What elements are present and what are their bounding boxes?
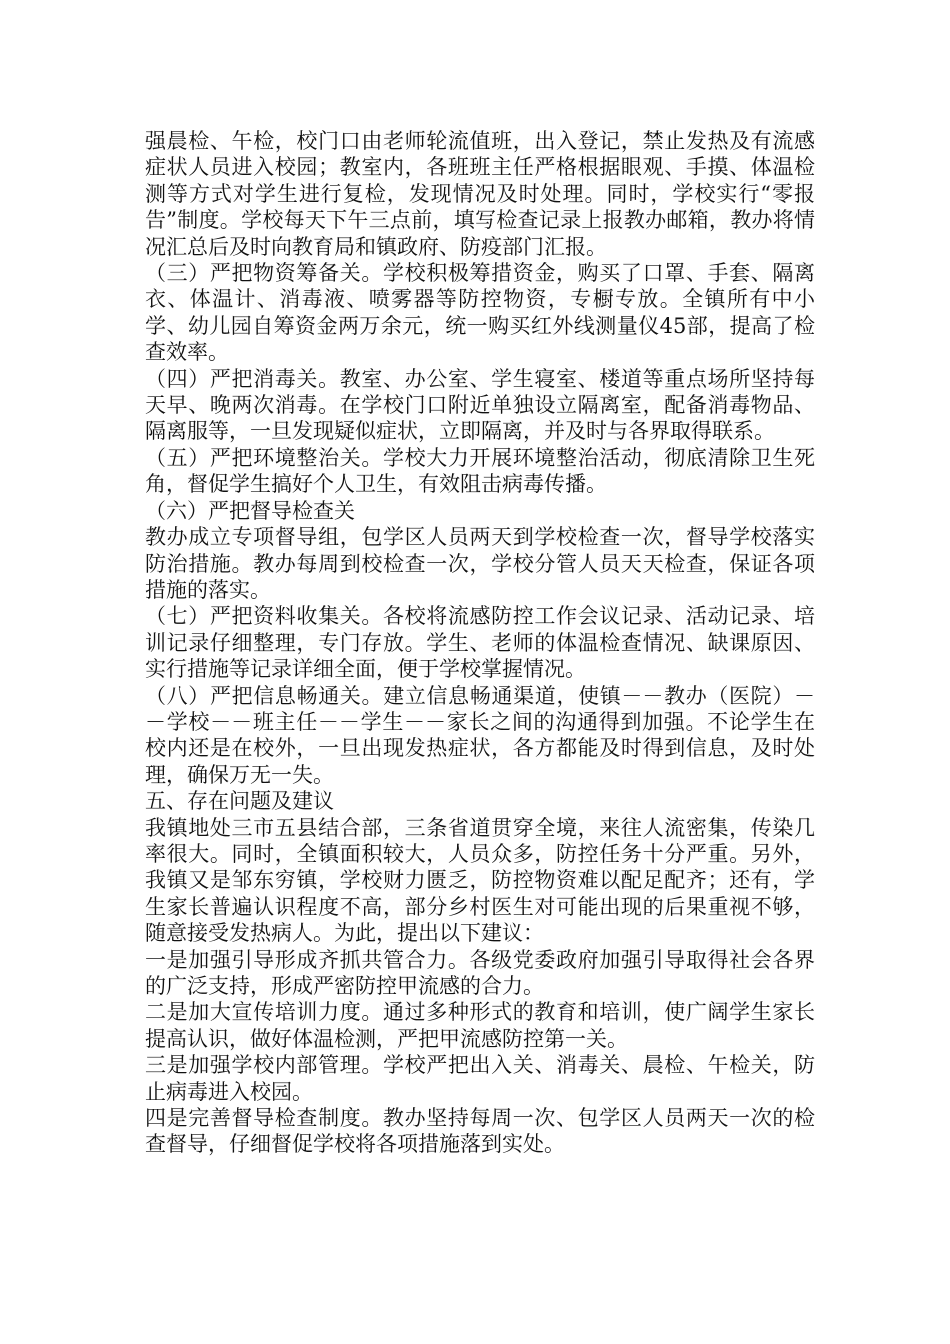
document-body (145, 128, 815, 1158)
paragraph-environment: （五）严把环境整治关。学校大力开展环境整治活动，彻底清除卫生死角，督促学生搞好个人卫生，有效阻击病毒传播。 (145, 445, 815, 497)
paragraph-supplies: （三）严把物资筹备关。学校积极筹措资金，购买了口罩、手套、隔离衣、体温计、消毒液、喷雾器等防控物资，专橱专放。全镇所有中小学、幼儿园自筹资金两万余元，统一购买红外线测量仪45部，提高了检查效率。 (145, 261, 815, 365)
paragraph-information: （八）严把信息畅通关。建立信息畅通渠道，使镇－－教办（医院）－－学校－－班主任－－学生－－家长之间的沟通得到加强。不论学生在校内还是在校外，一旦出现发热症状，各方都能及时得到信息，及时处理，确保万无一失。 (145, 683, 815, 787)
paragraph-records: （七）严把资料收集关。各校将流感防控工作会议记录、活动记录、培训记录仔细整理，专门存放。学生、老师的体温检查情况、缺课原因、实行措施等记录详细全面，便于学校掌握情况。 (145, 604, 815, 682)
suggestion-3: 三是加强学校内部管理。学校严把出入关、消毒关、晨检、午检关，防止病毒进入校园。 (145, 1053, 815, 1104)
suggestion-2: 二是加大宣传培训力度。通过多种形式的教育和培训，使广阔学生家长提高认识，做好体温检测，严把甲流感防控第一关。 (145, 1000, 815, 1051)
suggestion-4: 四是完善督导检查制度。教办坚持每周一次、包学区人员两天一次的检查督导，仔细督促学校将各项措施落到实处。 (145, 1106, 815, 1157)
paragraph-morning-check: 强晨检、午检，校门口由老师轮流值班，出入登记，禁止发热及有流感症状人员进入校园；教室内，各班班主任严格根据眼观、手摸、体温检测等方式对学生进行复检，发现情况及时处理。同时，学校实行“零报告”制度。学校每天下午三点前，填写检查记录上报教办邮箱，教办将情况汇总后及时向教育局和镇政府、防疫部门汇报。 (145, 129, 815, 259)
paragraph-problems: 我镇地处三市五县结合部，三条省道贯穿全境，来往人流密集，传染几率很大。同时，全镇面积较大，人员众多，防控任务十分严重。另外，我镇又是邹东穷镇，学校财力匮乏，防控物资难以配足配齐；还有，学生家长普遍认识程度不高，部分乡村医生对可能出现的后果重视不够，随意接受发热病人。为此，提出以下建议： (145, 815, 815, 946)
suggestion-1: 一是加强引导形成齐抓共管合力。各级党委政府加强引导取得社会各界的广泛支持，形成严密防控甲流感的合力。 (145, 947, 815, 998)
paragraph-supervision: 教办成立专项督导组，包学区人员两天到学校检查一次，督导学校落实防治措施。教办每周到校检查一次，学校分管人员天天检查，保证各项措施的落实。 (145, 525, 815, 602)
paragraph-disinfection: （四）严把消毒关。教室、办公室、学生寝室、楼道等重点场所坚持每天早、晚两次消毒。在学校门口附近单独设立隔离室，配备消毒物品、隔离服等，一旦发现疑似症状，立即隔离，并及时与各界取得联系。 (145, 366, 815, 444)
heading-supervision: （六）严把督导检查关 (145, 498, 355, 523)
section-heading-problems: 五、存在问题及建议 (145, 789, 334, 814)
